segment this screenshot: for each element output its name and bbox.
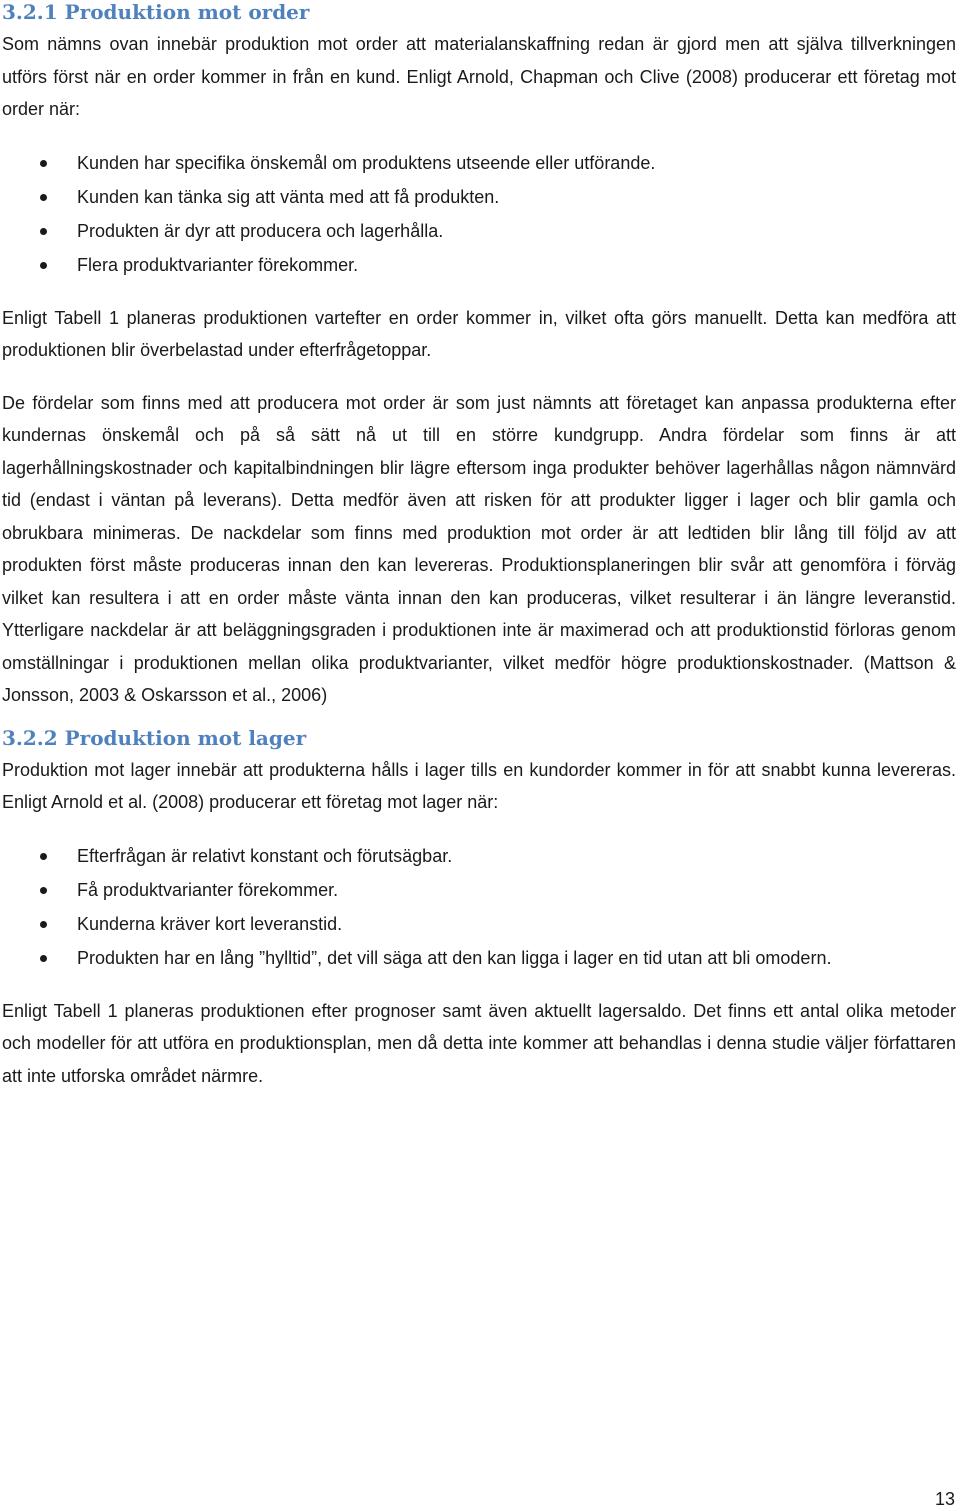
section-intro: Som nämns ovan innebär produktion mot order att materialanskaffning redan är gjord men att själva tillverkningen utförs först när en order kommer in från en kund. Enligt Arnold, Chapman och Clive (2008) producerar ett företag mot order när: — [2, 34, 956, 119]
section-intro: Produktion mot lager innebär att produkterna hålls i lager tills en kundorder kommer in för att snabbt kunna levereras. Enligt Arnold et al. (2008) producerar ett företag mot lager när: — [2, 759, 956, 812]
bullet-icon — [40, 955, 47, 962]
page-number: 13 — [934, 1489, 955, 1509]
list-item: Efterfrågan är relativt konstant och förutsägbar. — [2, 839, 956, 873]
document-page — [2, 0, 956, 1092]
bullet-list-stock-conditions — [2, 839, 956, 975]
bullet-icon — [40, 228, 47, 235]
paragraph-forecast-planning: Enligt Tabell 1 planeras produktionen efter prognoser samt även aktuellt lagersaldo. Det finns ett antal olika metoder och modeller för att utföra en produktionsplan, men då detta inte kommer att behandlas i denna studie väljer författaren att inte utforska området närmre. — [2, 1000, 956, 1086]
bullet-icon — [40, 160, 47, 167]
list-item: Få produktvarianter förekommer. — [2, 873, 956, 907]
list-item: Kunden har specifika önskemål om produktens utseende eller utförande. — [2, 146, 956, 180]
bullet-icon — [40, 887, 47, 894]
bullet-icon — [40, 262, 47, 269]
list-item: Kunden kan tänka sig att vänta med att få produkten. — [2, 180, 956, 214]
list-item: Kunderna kräver kort leveranstid. — [2, 907, 956, 941]
bullet-list-order-conditions — [2, 146, 956, 282]
list-item: Produkten är dyr att producera och lagerhålla. — [2, 214, 956, 248]
list-item: Produkten har en lång ”hylltid”, det vill säga att den kan ligga i lager en tid utan att bli omodern. — [2, 941, 956, 975]
paragraph-pros-cons: De fördelar som finns med att producera mot order är som just nämnts att företaget kan anpassa produkterna efter kundernas önskemål och på så sätt nå ut till en större kundgrupp. Andra fördelar som finns är att lagerhållningskostnader och kapitalbindningen blir lägre eftersom inga produkter behöver lagerhållas någon nämnvärd tid (endast i väntan på leverans). Detta medför även att risken för att produkter ligger i lager och blir gamla och obrukbara minimeras. De nackdelar som finns med produktion mot order är att ledtiden blir lång till följd av att produkten först måste produceras innan den kan levereras. Produktionsplaneringen blir svår att genomföra i förväg vilket kan resultera i att en order måste vänta innan den kan produceras, vilket resulterar i än längre leveranstid. Ytterligare nackdelar är att beläggningsgraden i produktionen inte är maximerad och att produktionstid förloras genom omställningar i produktionen mellan olika produktvarianter, vilket medför högre produktionskostnader. (Mattson & Jonsson, 2003 & Oskarsson et al., 2006) — [2, 392, 956, 705]
list-item: Flera produktvarianter förekommer. — [2, 248, 956, 282]
paragraph-planning: Enligt Tabell 1 planeras produktionen vartefter en order kommer in, vilket ofta görs manuellt. Detta kan medföra att produktionen blir överbelastad under efterfrågetoppar. — [2, 307, 956, 360]
bullet-icon — [40, 853, 47, 860]
bullet-icon — [40, 194, 47, 201]
section-heading-produktion-mot-order: 3.2.1 Produktion mot order — [2, 0, 310, 24]
bullet-icon — [40, 921, 47, 928]
section-heading-produktion-mot-lager: 3.2.2 Produktion mot lager — [2, 725, 307, 750]
